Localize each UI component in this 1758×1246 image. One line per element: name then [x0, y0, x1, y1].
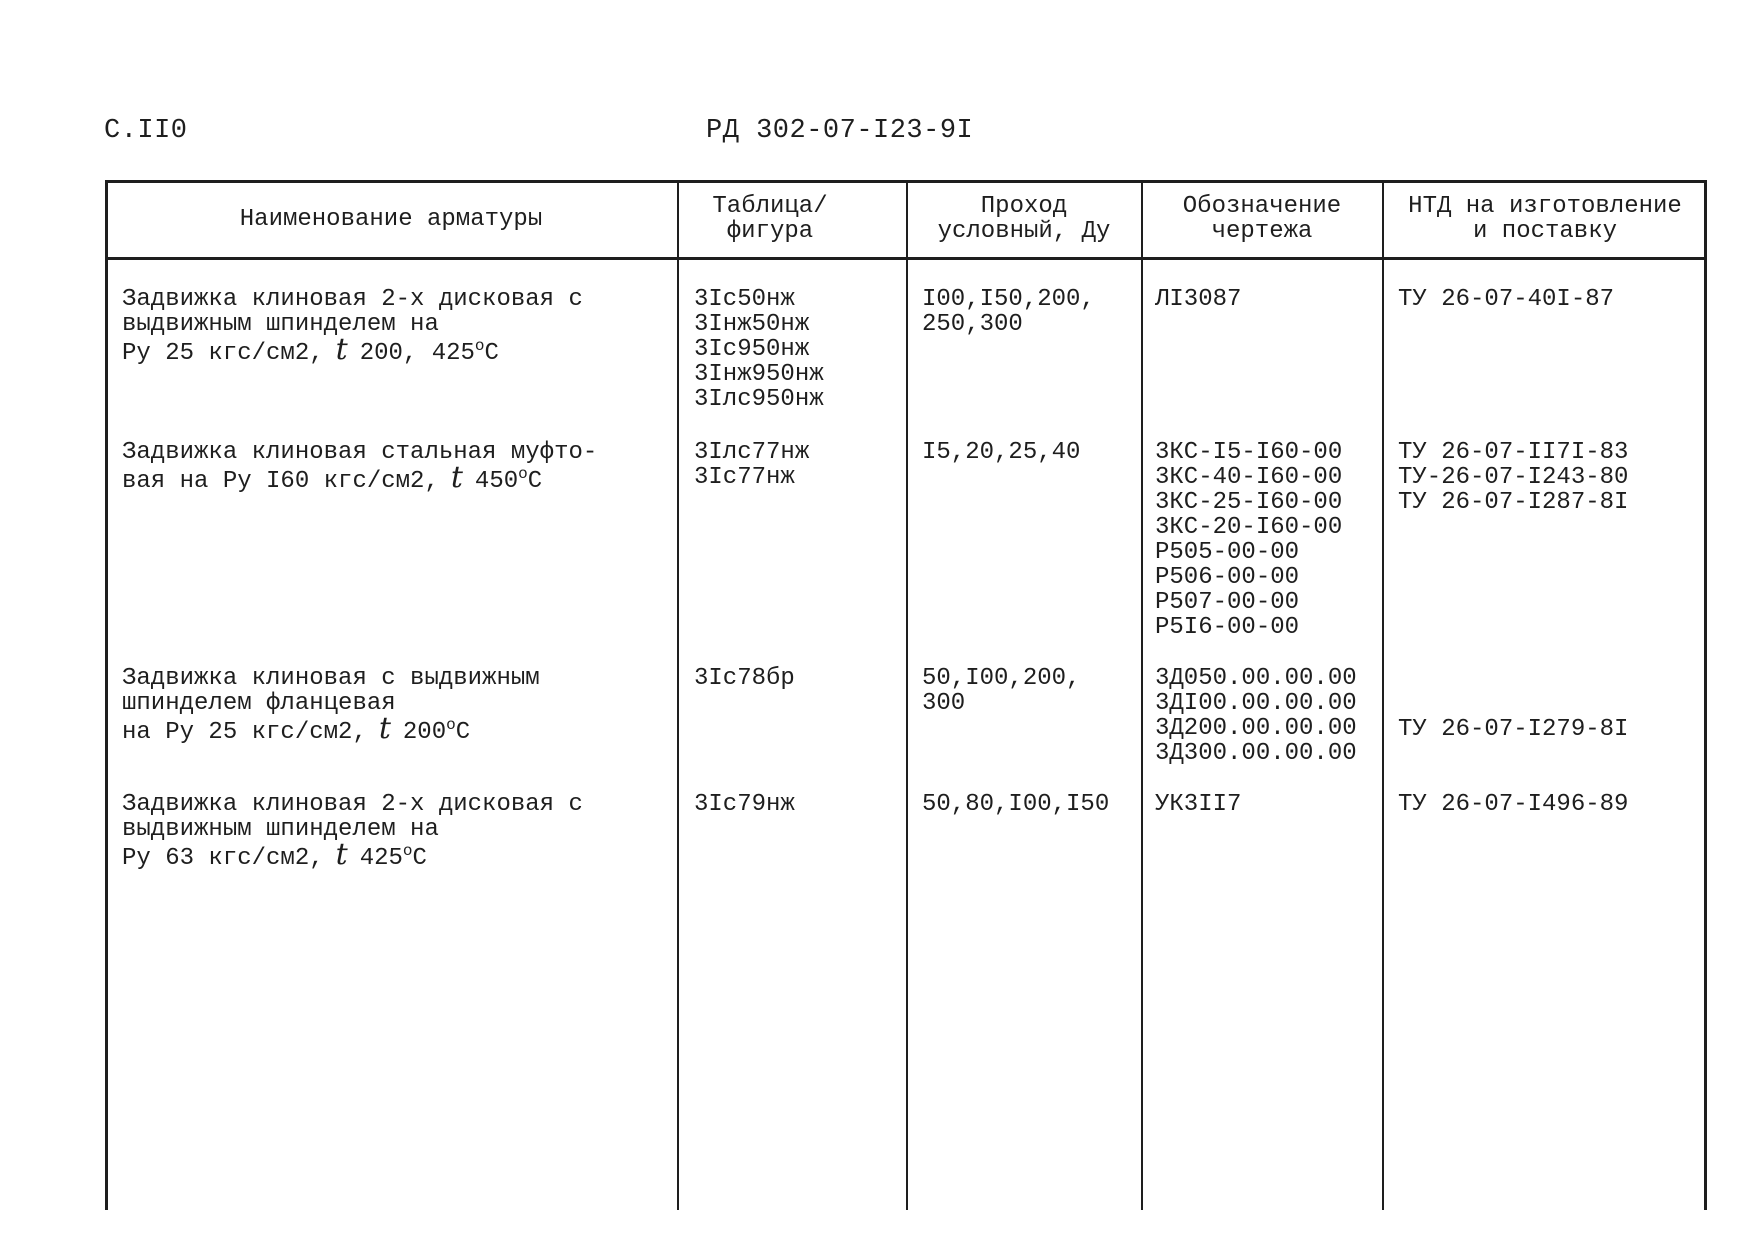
table-row-name [122, 792, 583, 871]
column-divider [1141, 180, 1143, 1210]
table-row-drawing: УК3II7 [1155, 791, 1242, 818]
table-row-name [122, 666, 540, 745]
table-row-ntd: ТУ 26-07-40I-87 [1398, 286, 1615, 313]
degree-mark: o [518, 465, 528, 483]
table-row-name [122, 440, 597, 494]
table-row-figure: 3Iс50нж 3Iнж50нж 3Iс950нж 3Iнж950нж 3Iлс950нж [694, 286, 824, 413]
column-header-ntd: НТД на изготовление и поставку [1408, 193, 1682, 245]
table-row-drawing: ЛI3087 [1155, 286, 1242, 313]
temperature-symbol: t [335, 837, 348, 872]
temperature-value: 200, 425 [359, 340, 475, 367]
table-row-dn: 50,I00,200, 300 [922, 665, 1081, 717]
temperature-value: 200 [402, 719, 447, 746]
table-row-dn: I5,20,25,40 [922, 439, 1081, 466]
name-text: Задвижка клиновая 2-х дисковая с выдвижным шпинделем на Ру 25 кгс/см2, [122, 286, 583, 367]
column-divider [906, 180, 908, 1210]
column-header-drawing: Обозначение чертежа [1182, 193, 1342, 245]
table-row-ntd: ТУ 26-07-II7I-83 ТУ-26-07-I243-80 ТУ 26-07-I287-8I [1398, 439, 1629, 516]
column-divider [677, 180, 679, 1210]
table-row-name [122, 287, 583, 366]
table-row-dn: I00,I50,200, 250,300 [922, 286, 1095, 338]
column-header-dn: Проход условный, Ду [937, 193, 1111, 245]
table-row-ntd: ТУ 26-07-I496-89 [1398, 791, 1629, 818]
name-text: Задвижка клиновая стальная муфто- вая на Ру I60 кгс/см2, [122, 439, 598, 495]
name-text: Задвижка клиновая с выдвижным шпинделем фланцевая на Ру 25 кгс/см2, [122, 665, 540, 746]
temperature-value: 450 [474, 468, 519, 495]
temperature-unit: С [527, 468, 543, 495]
temperature-unit: С [412, 845, 427, 872]
table-row-figure: 3Iлс77нж 3Iс77нж [694, 439, 810, 491]
temperature-value: 425 [359, 845, 403, 872]
table-row-figure: 3Iс78бр [694, 665, 795, 692]
column-header-figure: Таблица/ фигура [712, 193, 828, 245]
temperature-unit: С [455, 719, 471, 746]
degree-mark: o [446, 716, 456, 734]
degree-mark: o [474, 337, 485, 355]
temperature-unit: С [484, 340, 499, 367]
temperature-symbol: t [378, 711, 391, 746]
table-row-drawing: 3КС-I5-I60-00 3КС-40-I60-00 3КС-25-I60-00 3КС-20-I60-00 Р505-00-00 Р506-00-00 Р507-00-00 Р5I6-00-00 [1155, 439, 1343, 641]
column-divider [1382, 180, 1384, 1210]
table-row-figure: 3Iс79нж [694, 791, 795, 818]
page-number: С.II0 [104, 116, 188, 146]
degree-mark: o [402, 842, 413, 860]
table-row-ntd: ТУ 26-07-I279-8I [1398, 716, 1629, 743]
name-text: Задвижка клиновая 2-х дисковая с выдвижным шпинделем на Ру 63 кгс/см2, [122, 791, 583, 872]
temperature-symbol: t [335, 332, 348, 367]
column-header-name: Наименование арматуры [239, 206, 543, 233]
table-row-dn: 50,80,I00,I50 [922, 791, 1110, 818]
document-code: РД 302-07-I23-9I [706, 116, 974, 146]
table-row-drawing: 3Д050.00.00.00 3ДI00.00.00.00 3Д200.00.00.00 3Д300.00.00.00 [1155, 665, 1357, 767]
temperature-symbol: t [450, 460, 463, 495]
